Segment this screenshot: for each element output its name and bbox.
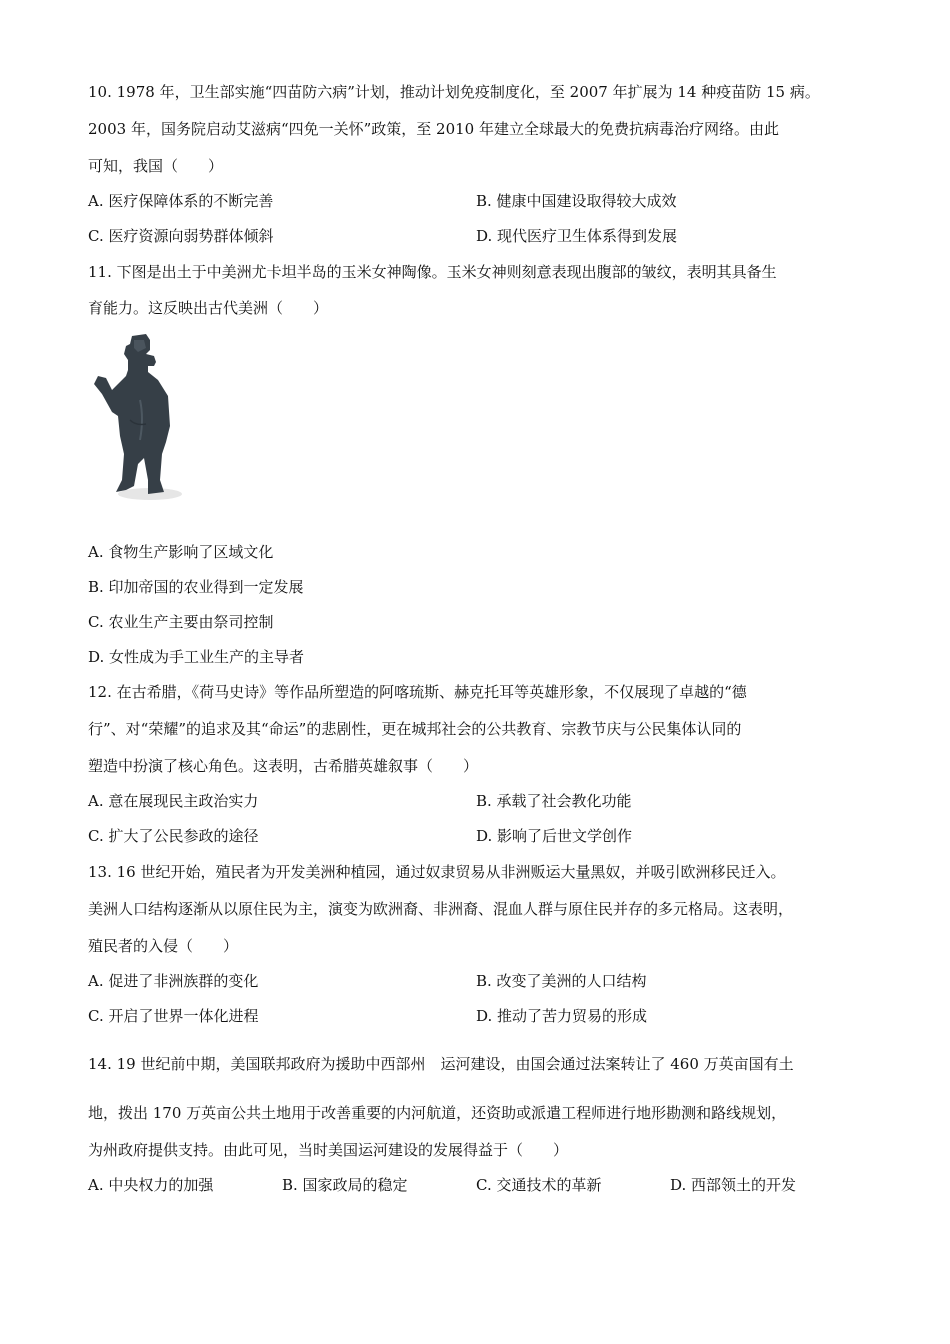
q12-option-a: A. 意在展现民主政治实力 <box>88 792 259 810</box>
maize-goddess-figurine-image <box>88 330 188 510</box>
q14-stem-line-1: 14. 19 世纪前中期，美国联邦政府为援助中西部州 运河建设，由国会通过法案转让了 460 万英亩国有土 <box>88 1055 794 1073</box>
q14-option-b: B. 国家政局的稳定 <box>282 1176 408 1194</box>
q10-stem-line-3: 可知，我国（ ） <box>88 157 224 175</box>
q11-stem-line-2: 育能力。这反映出古代美洲（ ） <box>88 299 329 317</box>
q12-option-d: D. 影响了后世文学创作 <box>476 827 633 845</box>
q13-stem-line-1: 13. 16 世纪开始，殖民者为开发美洲种植园，通过奴隶贸易从非洲贩运大量黑奴，并吸引欧洲移民迁入。 <box>88 863 786 881</box>
q14-stem-line-2: 地，拨出 170 万英亩公共土地用于改善重要的内河航道，还资助或派遣工程师进行地形勘测和路线规划， <box>88 1104 787 1122</box>
q14-option-d: D. 西部领土的开发 <box>670 1176 797 1194</box>
q13-option-b: B. 改变了美洲的人口结构 <box>476 972 647 990</box>
q10-option-c: C. 医疗资源向弱势群体倾斜 <box>88 227 274 245</box>
q13-option-c: C. 开启了世界一体化进程 <box>88 1007 259 1025</box>
q10-stem-line-2: 2003 年，国务院启动艾滋病“四免一关怀”政策，至 2010 年建立全球最大的免费抗病毒治疗网络。由此 <box>88 120 779 138</box>
q13-option-a: A. 促进了非洲族群的变化 <box>88 972 259 990</box>
q13-option-d: D. 推动了苦力贸易的形成 <box>476 1007 648 1025</box>
q10-option-d: D. 现代医疗卫生体系得到发展 <box>476 227 678 245</box>
q14-option-a: A. 中央权力的加强 <box>88 1176 214 1194</box>
q12-option-c: C. 扩大了公民参政的途径 <box>88 827 259 845</box>
q12-stem-line-3: 塑造中扮演了核心角色。这表明，古希腊英雄叙事（ ） <box>88 757 479 775</box>
q14-stem-line-3: 为州政府提供支持。由此可见，当时美国运河建设的发展得益于（ ） <box>88 1141 569 1159</box>
q11-option-a: A. 食物生产影响了区域文化 <box>88 543 274 561</box>
q10-option-a: A. 医疗保障体系的不断完善 <box>88 192 274 210</box>
q11-option-c: C. 农业生产主要由祭司控制 <box>88 613 274 631</box>
q10-option-b: B. 健康中国建设取得较大成效 <box>476 192 677 210</box>
q13-stem-line-3: 殖民者的入侵（ ） <box>88 937 239 955</box>
q13-stem-line-2: 美洲人口结构逐渐从以原住民为主，演变为欧洲裔、非洲裔、混血人群与原住民并存的多元格局。这表明， <box>88 900 794 918</box>
q12-stem-line-2: 行”、对“荣耀”的追求及其“命运”的悲剧性，更在城邦社会的公共教育、宗教节庆与公民集体认同的 <box>88 720 742 738</box>
q14-option-c: C. 交通技术的革新 <box>476 1176 602 1194</box>
q11-stem-line-1: 11. 下图是出土于中美洲尤卡坦半岛的玉米女神陶像。玉米女神则刻意表现出腹部的皱纹，表明其具备生 <box>88 263 777 281</box>
q10-stem-line-1: 10. 1978 年，卫生部实施“四苗防六病”计划，推动计划免疫制度化，至 2007 年扩展为 14 种疫苗防 15 病。 <box>88 83 820 101</box>
q12-stem-line-1: 12. 在古希腊，《荷马史诗》等作品所塑造的阿喀琉斯、赫克托耳等英雄形象，不仅展现了卓越的“德 <box>88 683 747 701</box>
q11-option-b: B. 印加帝国的农业得到一定发展 <box>88 578 304 596</box>
q12-option-b: B. 承载了社会教化功能 <box>476 792 632 810</box>
q11-option-d: D. 女性成为手工业生产的主导者 <box>88 648 305 666</box>
